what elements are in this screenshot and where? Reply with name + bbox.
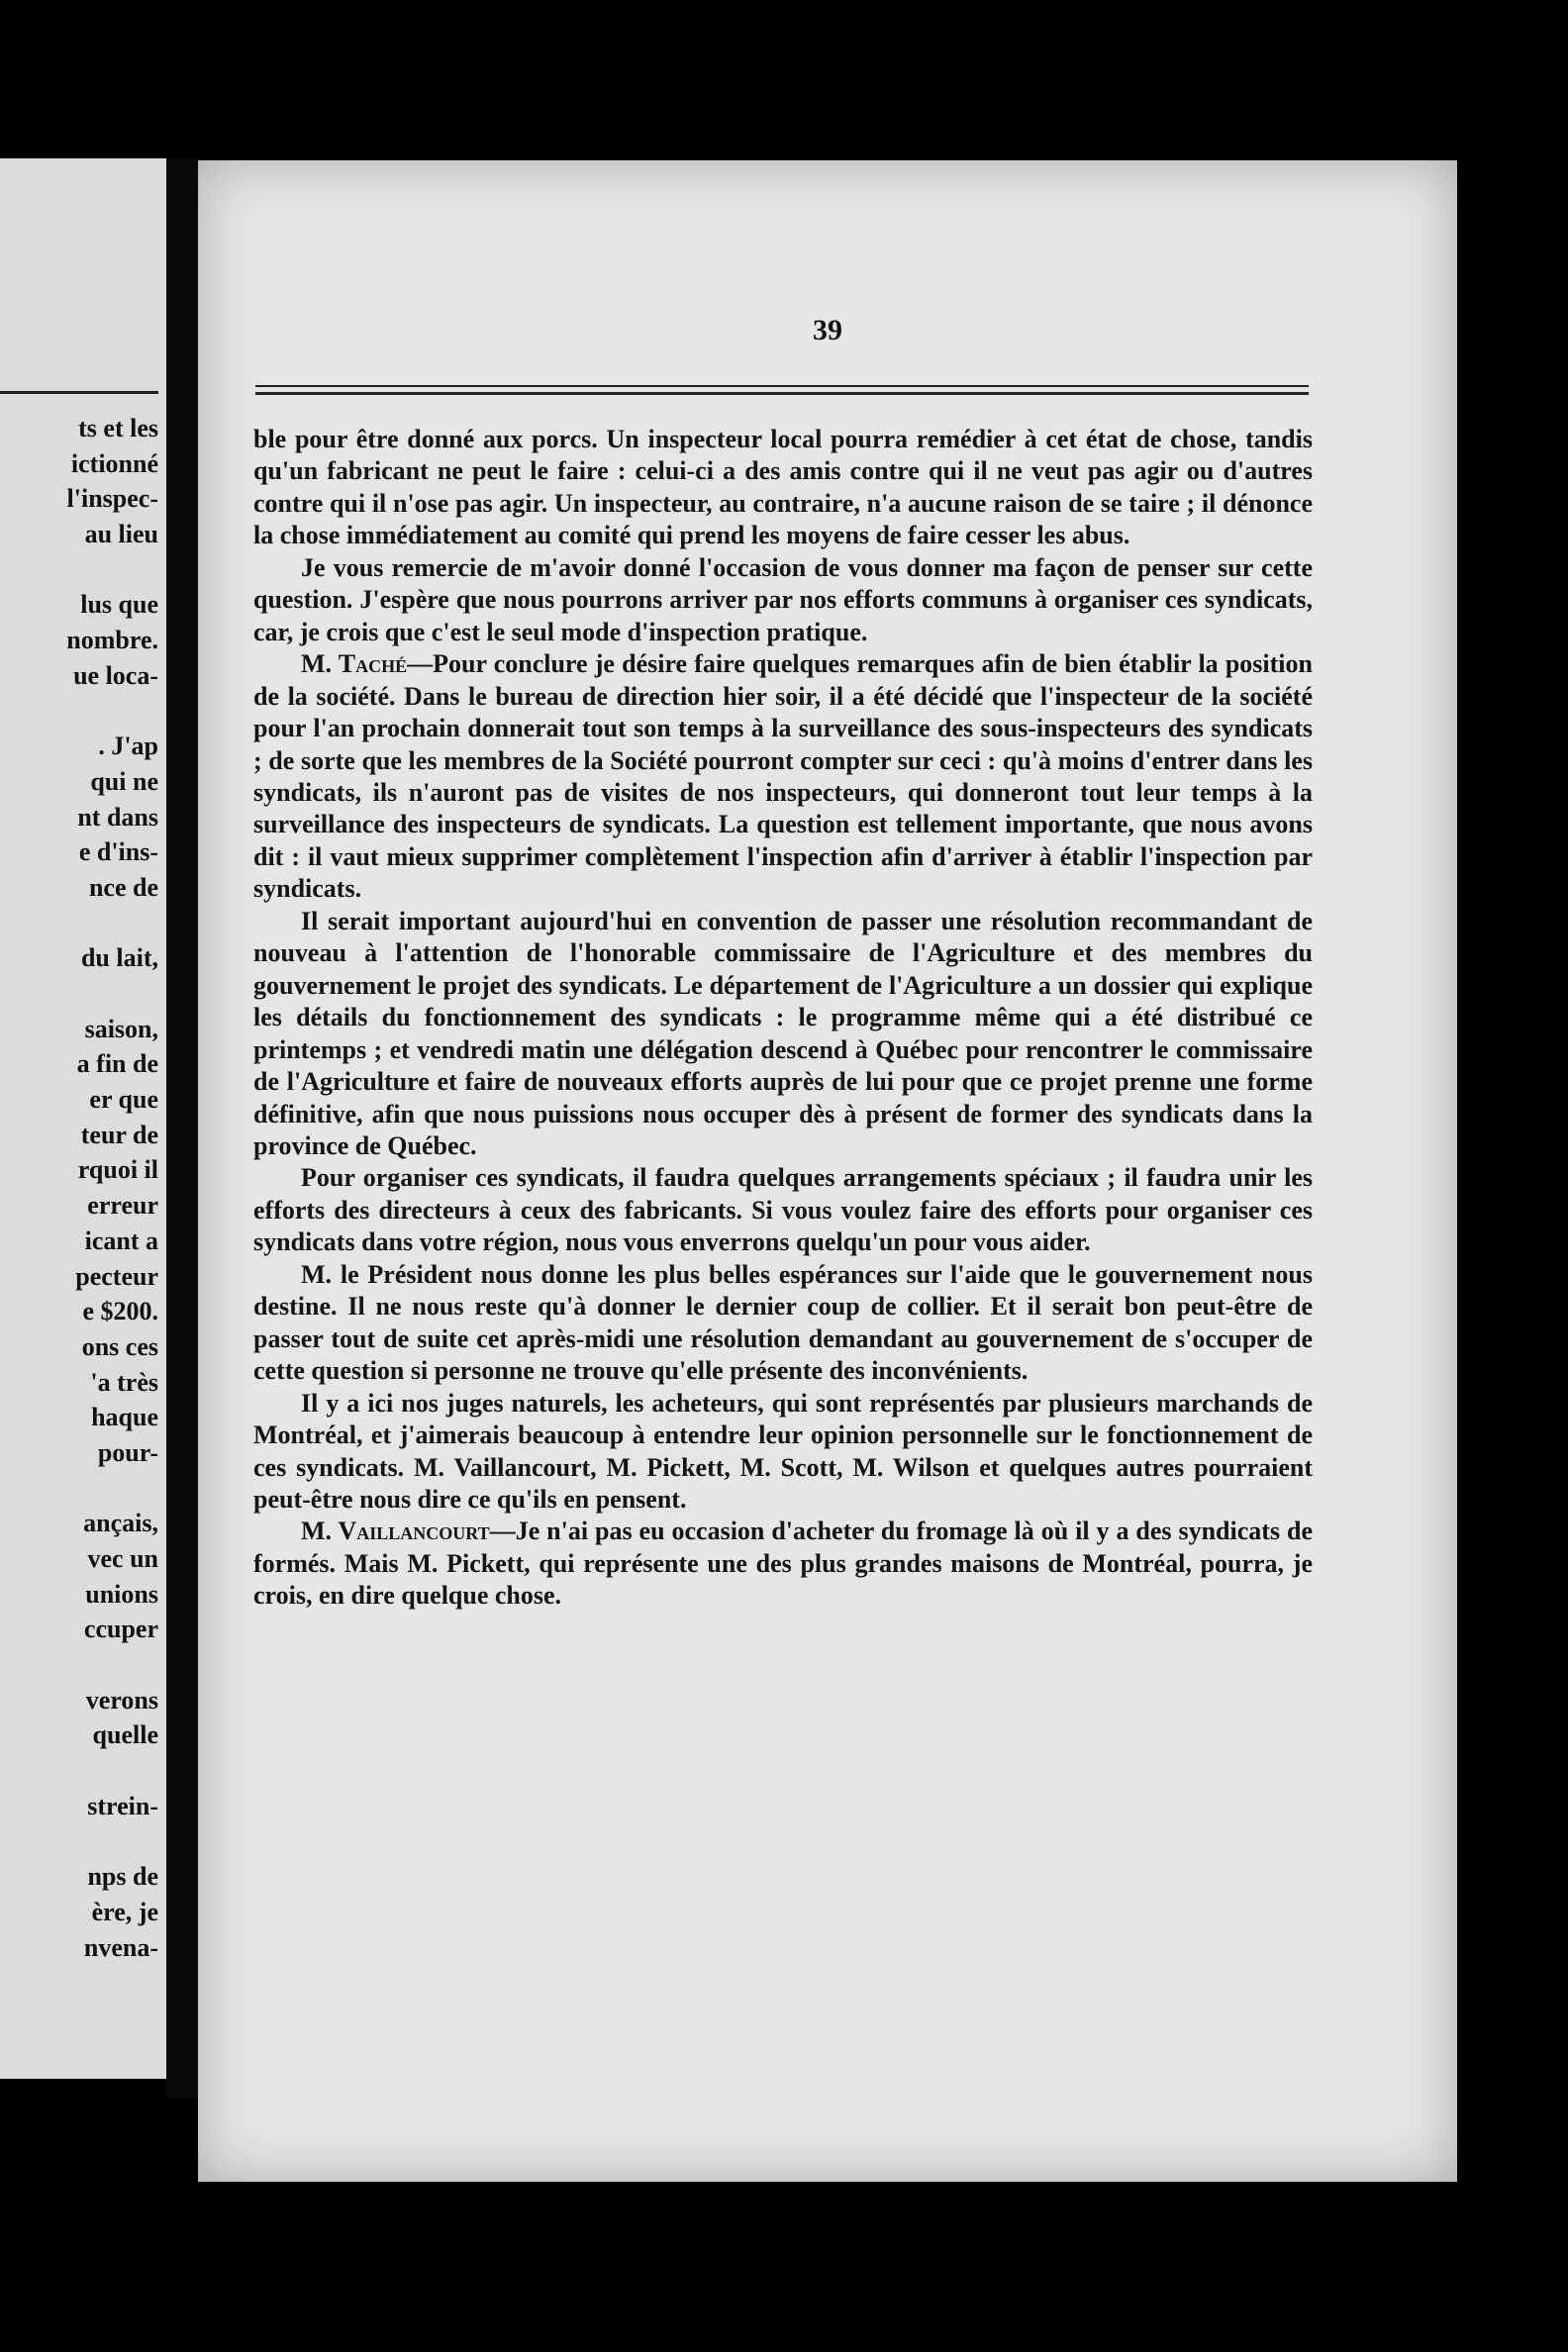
facing-page-line: ts et les xyxy=(78,414,158,442)
facing-page-line: vec un xyxy=(87,1544,158,1573)
facing-page-rule xyxy=(0,391,158,394)
facing-page-line: haque xyxy=(91,1403,158,1432)
paragraph xyxy=(253,1259,1313,1388)
facing-page-line: verons xyxy=(85,1685,158,1715)
facing-page-line: ère, je xyxy=(91,1897,158,1926)
facing-page-line: unions xyxy=(85,1579,158,1609)
facing-page-line: ue loca- xyxy=(73,660,158,690)
facing-page-line: du lait, xyxy=(80,943,158,973)
paragraph-text: ble pour être donné aux porcs. Un inspecteur local pourra remédier à cet état de chose, tandis qu'un fabricant ne peut le faire : celui-ci a des amis contre qui il ne veut pas agir ou d'autres contre qui il n'ose pas agir. Un inspecteur, au contraire, n'a aucune raison de se taire ; il dénonce la chose immédiatement au comité qui prend les moyens de faire cesser les abus. xyxy=(253,425,1313,550)
facing-page-line: a fin de xyxy=(76,1049,158,1079)
facing-page-line: lus que xyxy=(80,590,158,620)
facing-page-line: 'a très xyxy=(90,1367,158,1397)
facing-page-line xyxy=(0,1824,158,1860)
facing-page-line xyxy=(0,1753,158,1789)
paragraph-text: —Je n'ai pas eu occasion d'acheter du fromage là où il y a des syndicats de formés. Mais M. Pickett, qui représente une des plus grandes maisons de Montréal, pourra, je crois, en dire quelque chose. xyxy=(253,1517,1313,1611)
facing-page-line xyxy=(0,1471,158,1507)
paragraph-text: Il serait important aujourd'hui en convention de passer une résolution recommandant de nouveau à l'attention de l'honorable commissaire de l'Agriculture et des membres du gouvernement le projet des syndicats. Le département de l'Agriculture a un dossier qui explique les détails du fonctionnement des syndicats : le programme même qui a été distribué ce printemps ; et vendredi matin une délégation descend à Québec pour rencontrer le commissaire de l'Agriculture et faire de nouveaux efforts auprès de lui pour que ce projet prenne une forme définitive, afin que nous puissions nous occuper dès à présent de former des syndicats dans la province de Québec. xyxy=(253,906,1313,1160)
paragraph-text: —Pour conclure je désire faire quelques remarques afin de bien établir la position de la société. Dans le bureau de direction hier soir, il a été décidé que l'inspecteur de la société pour l'an prochain donnerait tout son temps à la surveillance des sous-inspecteurs des syndicats ; de sorte que les membres de la Société pourront compter sur ceci : qu'à moins d'entrer dans les syndicats, ils n'auront pas de visites de nos inspecteurs, qui donneront tout leur temps à la surveillance des inspecteurs de syndicats. La question est tellement importante, que nous avons dit : il vaut mieux supprimer complètement l'inspection afin d'arriver à établir l'inspection par syndicats. xyxy=(253,649,1313,904)
paragraph-text: Il y a ici nos juges naturels, les acheteurs, qui sont représentés par plusieurs marchands de Montréal, et j'aimerais beaucoup à entendre leur opinion personnelle sur le fonctionnement de ces syndicats. M. Vaillancourt, M. Pickett, M. Scott, M. Wilson et quelques autres pourraient peut-être nous dire ce qu'ils en pensent. xyxy=(253,1388,1313,1514)
facing-page-line: icant a xyxy=(84,1225,158,1255)
paragraph xyxy=(253,1162,1313,1258)
facing-page-text xyxy=(0,411,158,1965)
facing-page-line: ons ces xyxy=(81,1331,158,1361)
facing-page-line: nt dans xyxy=(77,802,158,832)
paragraph xyxy=(253,552,1313,648)
facing-page-edge xyxy=(0,158,166,2079)
facing-page-line xyxy=(0,694,158,730)
facing-page-line: qui ne xyxy=(90,766,158,796)
paragraph-text: Je vous remercie de m'avoir donné l'occasion de vous donner ma façon de penser sur cette question. J'espère que nous pourrons arriver par nos efforts communs à organiser ces syndicats, car, je crois que c'est le seul mode d'inspection pratique. xyxy=(253,552,1313,646)
facing-page-line: pecteur xyxy=(75,1261,158,1291)
facing-page-line: pour- xyxy=(97,1437,158,1467)
page-number: 39 xyxy=(813,314,842,346)
paragraph xyxy=(253,424,1313,552)
facing-page-line: e $200. xyxy=(82,1297,158,1326)
facing-page-line: nps de xyxy=(87,1862,158,1892)
facing-page-line: e d'ins- xyxy=(78,837,158,867)
paragraph xyxy=(253,906,1313,1163)
facing-page-line: rquoi il xyxy=(77,1155,158,1185)
facing-page-line xyxy=(0,552,158,588)
facing-page-line: quelle xyxy=(92,1720,158,1750)
facing-page-line: l'inspec- xyxy=(66,484,158,514)
body-text xyxy=(253,424,1313,1613)
facing-page-line: ançais, xyxy=(83,1509,158,1538)
facing-page-line: saison, xyxy=(84,1014,158,1043)
header-rule xyxy=(255,385,1309,387)
facing-page-line xyxy=(0,906,158,941)
paragraph xyxy=(253,648,1313,906)
paragraph xyxy=(253,1388,1313,1517)
facing-page-line xyxy=(0,1647,158,1683)
facing-page-line: teur de xyxy=(80,1120,158,1149)
facing-page-line: nce de xyxy=(88,872,158,902)
facing-page-line: nombre. xyxy=(66,626,158,655)
facing-page-line: au lieu xyxy=(84,520,158,549)
facing-page-line: . J'ap xyxy=(98,732,158,761)
facing-page-line: er que xyxy=(89,1085,158,1115)
facing-page-line: ictionné xyxy=(70,448,158,478)
paragraph-text: M. le Président nous donne les plus belles espérances sur l'aide que le gouvernement nous destine. Il ne nous reste qu'à donner le dernier coup de collier. Et il serait bon peut-être de passer tout de suite cet après-midi une résolution demandant au gouvernement de s'occuper de cette question si personne ne trouve qu'elle présente des inconvénients. xyxy=(253,1259,1313,1386)
facing-page-line xyxy=(0,976,158,1012)
facing-page-line: erreur xyxy=(87,1191,158,1221)
book-gutter xyxy=(166,158,198,2099)
speaker-name: M. Vaillancourt xyxy=(301,1517,490,1546)
book-page xyxy=(198,160,1457,2182)
facing-page-line: strein- xyxy=(87,1791,158,1820)
speaker-name: M. Taché xyxy=(301,649,408,679)
paragraph xyxy=(253,1516,1313,1612)
paragraph-text: Pour organiser ces syndicats, il faudra quelques arrangements spéciaux ; il faudra unir les efforts des directeurs à ceux des fabricants. Si vous voulez faire des efforts pour organiser ces syndicats dans votre région, nous vous enverrons quelqu'un pour vous aider. xyxy=(253,1163,1313,1257)
facing-page-line: nvena- xyxy=(83,1932,158,1962)
facing-page-line: ccuper xyxy=(83,1615,158,1644)
header-rule-double xyxy=(255,392,1309,395)
